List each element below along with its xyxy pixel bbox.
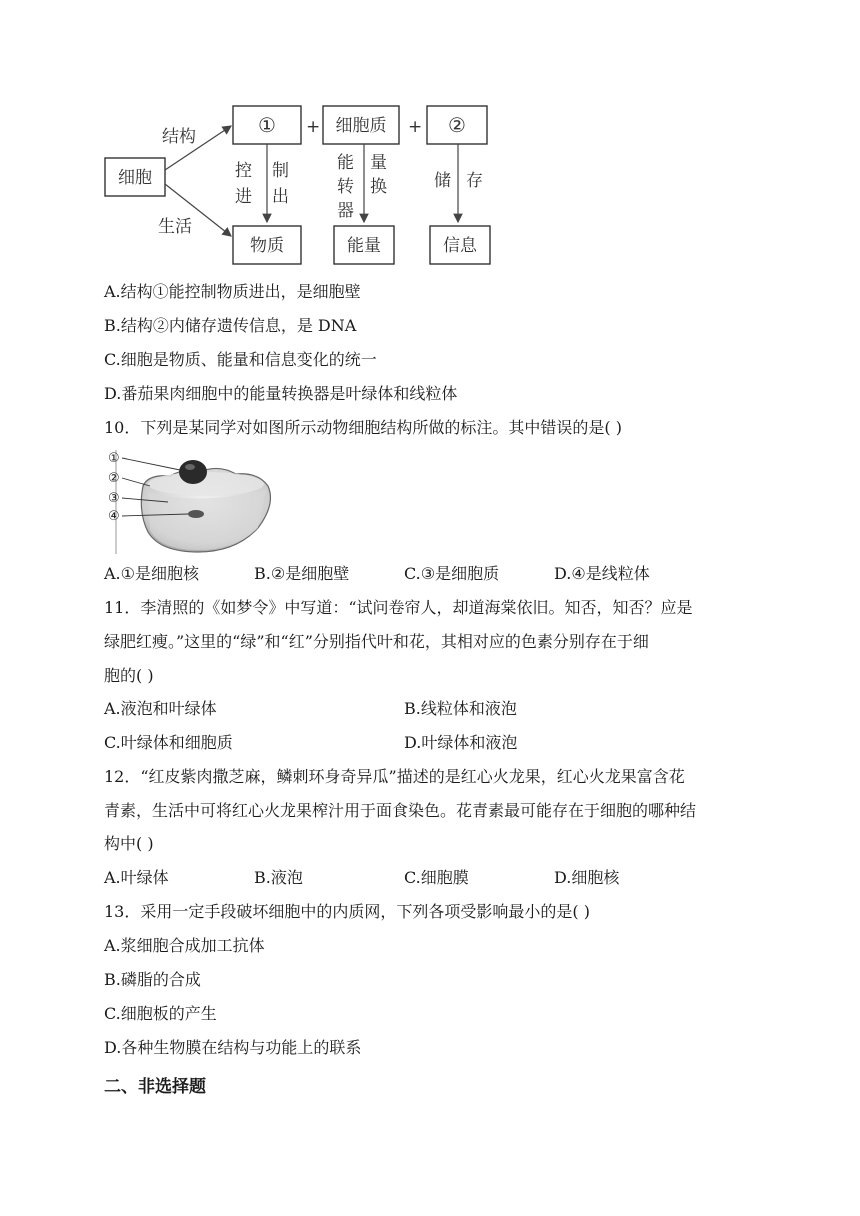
q12-stem-line-2: 青素，生活中可将红心火龙果榨汁用于面食染色。花青素最可能存在于细胞的哪种结 — [104, 801, 697, 820]
figure-label-3: ③ — [108, 491, 120, 506]
organelle — [188, 510, 204, 518]
q10-option-c: C.③是细胞质 — [404, 564, 500, 583]
q10-stem: 10．下列是某同学对如图所示动物细胞结构所做的标注。其中错误的是( ) — [104, 418, 622, 437]
energy-char-5: 换 — [370, 177, 387, 197]
nucleus-highlight — [185, 464, 195, 470]
q9-option-c: C.细胞是物质、能量和信息变化的统一 — [104, 350, 377, 369]
energy-char-2: 转 — [337, 177, 354, 197]
q10-option-a: A.①是细胞核 — [104, 564, 199, 583]
energy-char-4: 量 — [370, 153, 387, 173]
energy-label: 能量 — [347, 236, 381, 256]
q12-stem-line-3: 构中( ) — [104, 834, 154, 853]
q13-option-a: A.浆细胞合成加工抗体 — [104, 936, 265, 955]
q11-option-c: C.叶绿体和细胞质 — [104, 733, 233, 752]
box-1-label: ① — [258, 113, 276, 137]
structure-label: 结构 — [162, 127, 196, 147]
nucleus — [179, 460, 207, 484]
figure-label-2: ② — [108, 471, 120, 486]
q9-option-a: A.结构①能控制物质进出，是细胞壁 — [104, 282, 361, 301]
q12-stem-line-1: 12．“红皮紫肉撒芝麻，鳞刺环身奇异瓜”描述的是红心火龙果，红心火龙果富含花 — [104, 767, 685, 786]
store-char-2: 存 — [466, 171, 483, 191]
q9-option-b: B.结构②内储存遗传信息，是 DNA — [104, 316, 357, 335]
q13-stem: 13．采用一定手段破坏细胞中的内质网，下列各项受影响最小的是( ) — [104, 902, 590, 921]
control-char-1: 控 — [235, 161, 252, 181]
q11-option-a: A.液泡和叶绿体 — [104, 699, 217, 718]
q9-option-d: D.番茄果肉细胞中的能量转换器是叶绿体和线粒体 — [104, 384, 458, 403]
q11-option-d: D.叶绿体和液泡 — [404, 733, 518, 752]
control-char-4: 出 — [272, 187, 289, 207]
plus-1: + — [306, 117, 321, 137]
control-char-2: 进 — [235, 187, 252, 207]
q11-stem-line-1: 11．李清照的《如梦令》中写道：“试问卷帘人，却道海棠依旧。知否，知否？应是 — [104, 598, 693, 617]
box-2-label: ② — [448, 113, 466, 137]
energy-char-3: 器 — [337, 201, 354, 221]
q10-option-b: B.②是细胞壁 — [254, 564, 350, 583]
cell-structure-diagram — [100, 98, 500, 270]
q10-option-d: D.④是线粒体 — [554, 564, 650, 583]
figure-label-1: ① — [108, 451, 120, 466]
life-label: 生活 — [158, 217, 192, 237]
store-char-1: 储 — [434, 171, 451, 191]
q13-option-c: C.细胞板的产生 — [104, 1004, 217, 1023]
control-char-3: 制 — [272, 161, 289, 181]
q13-option-d: D.各种生物膜在结构与功能上的联系 — [104, 1038, 362, 1057]
pointer-1 — [122, 458, 180, 470]
q12-option-a: A.叶绿体 — [104, 868, 169, 887]
q11-stem-line-2: 绿肥红瘦。”这里的“绿”和“红”分别指代叶和花，其相对应的色素分别存在于细 — [104, 632, 649, 651]
cell-label: 细胞 — [118, 168, 152, 188]
section-heading-non-choice: 二、非选择题 — [104, 1077, 206, 1097]
q11-option-b: B.线粒体和液泡 — [404, 699, 517, 718]
energy-char-1: 能 — [337, 153, 354, 173]
q12-option-b: B.液泡 — [254, 868, 303, 887]
figure-label-4: ④ — [108, 509, 120, 524]
cell-cut-face — [148, 490, 266, 550]
q13-option-b: B.磷脂的合成 — [104, 970, 201, 989]
q12-option-c: C.细胞膜 — [404, 868, 469, 887]
cytoplasm-label: 细胞质 — [335, 116, 387, 136]
q11-stem-line-3: 胞的( ) — [104, 666, 154, 685]
info-label: 信息 — [443, 236, 477, 256]
animal-cell-figure — [108, 446, 278, 556]
plus-2: + — [408, 117, 423, 137]
matter-label: 物质 — [250, 236, 284, 256]
q12-option-d: D.细胞核 — [554, 868, 620, 887]
